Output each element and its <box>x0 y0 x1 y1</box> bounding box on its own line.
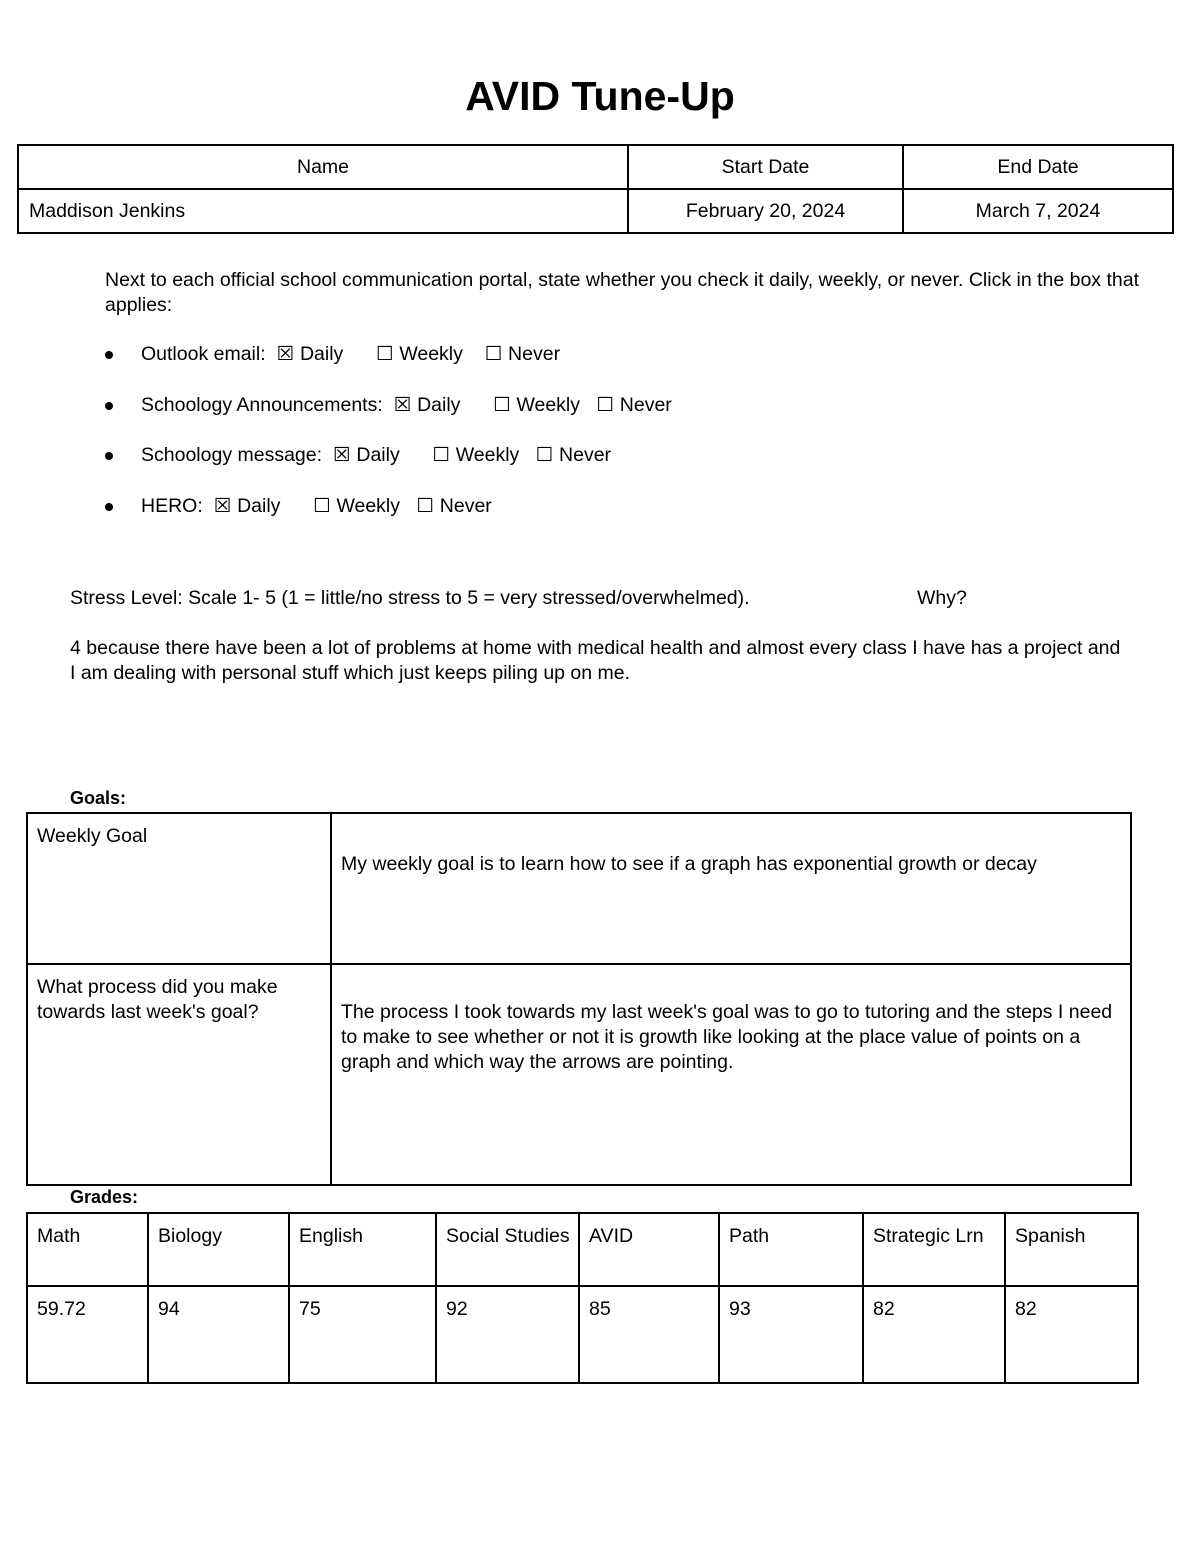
checkbox-checked-icon[interactable]: ☒ <box>393 393 412 416</box>
end-date-field[interactable]: March 7, 2024 <box>903 189 1173 233</box>
never-option[interactable]: ☐ Never <box>416 494 492 517</box>
checkbox-unchecked-icon[interactable]: ☐ <box>375 343 394 365</box>
portal-label: Outlook email: <box>141 343 266 365</box>
portal-outlook-email <box>105 342 561 393</box>
grade-avid[interactable]: 85 <box>579 1286 719 1383</box>
stress-level-prompt: Stress Level: Scale 1- 5 (1 = little/no stress to 5 = very stressed/overwhelmed). <box>70 587 750 609</box>
subject-social-studies: Social Studies <box>436 1213 579 1286</box>
weekly-option[interactable]: ☐ Weekly <box>492 393 581 416</box>
progress-question: What process did you make towards last week's goal? <box>27 964 331 1185</box>
student-info-table <box>17 144 1174 234</box>
weekly-option[interactable]: ☐ Weekly <box>375 343 463 365</box>
subject-biology: Biology <box>148 1213 289 1286</box>
subject-strategic-lrn: Strategic Lrn <box>863 1213 1005 1286</box>
portal-instructions: Next to each official school communication portal, state whether you check it daily, weekly, or never. Click in the box that applies: <box>105 269 1140 316</box>
portal-list <box>105 342 672 544</box>
grades-table <box>26 1212 1139 1384</box>
start-date-field[interactable]: February 20, 2024 <box>628 189 903 233</box>
grade-biology[interactable]: 94 <box>148 1286 289 1383</box>
page-title: AVID Tune-Up <box>465 73 735 119</box>
checkbox-unchecked-icon[interactable]: ☐ <box>484 343 503 365</box>
subject-spanish: Spanish <box>1005 1213 1138 1286</box>
subject-avid: AVID <box>579 1213 719 1286</box>
never-option[interactable]: ☐ Never <box>596 393 672 416</box>
stress-answer-text[interactable]: 4 because there have been a lot of problems at home with medical health and almost every class I have has a project and I am dealing with personal stuff which just keeps piling up on me. <box>70 637 1121 684</box>
checkbox-checked-icon[interactable]: ☒ <box>213 494 232 517</box>
grade-social-studies[interactable]: 92 <box>436 1286 579 1383</box>
end-date-header: End Date <box>903 145 1173 189</box>
grade-spanish[interactable]: 82 <box>1005 1286 1138 1383</box>
checkbox-checked-icon[interactable]: ☒ <box>276 343 294 365</box>
grades-section-label: Grades: <box>70 1187 139 1207</box>
weekly-goal-answer[interactable]: My weekly goal is to learn how to see if a graph has exponential growth or decay <box>331 813 1131 964</box>
checkbox-unchecked-icon[interactable]: ☐ <box>432 444 450 466</box>
start-date-header: Start Date <box>628 145 903 189</box>
progress-answer[interactable]: The process I took towards my last week's goal was to go to tutoring and the steps I need to make to see whether or not it is growth like looking at the place value of points on a graph and which way the arrows are pointing. <box>331 964 1131 1185</box>
checkbox-checked-icon[interactable]: ☒ <box>332 444 351 466</box>
daily-option[interactable]: ☒ Daily <box>213 494 281 517</box>
info-value-row <box>18 189 1173 233</box>
grade-math[interactable]: 59.72 <box>27 1286 148 1383</box>
grades-value-row <box>27 1286 1138 1383</box>
daily-option[interactable]: ☒ Daily <box>332 444 400 466</box>
student-name-field[interactable]: Maddison Jenkins <box>18 189 628 233</box>
never-option[interactable]: ☐ Never <box>535 444 612 466</box>
grade-strategic-lrn[interactable]: 82 <box>863 1286 1005 1383</box>
weekly-option[interactable]: ☐ Weekly <box>432 444 520 466</box>
table-row <box>27 964 1131 1185</box>
grade-english[interactable]: 75 <box>289 1286 436 1383</box>
checkbox-unchecked-icon[interactable]: ☐ <box>492 393 511 416</box>
weekly-goal-question: Weekly Goal <box>27 813 331 964</box>
portal-schoology-message <box>105 443 612 494</box>
checkbox-unchecked-icon[interactable]: ☐ <box>416 494 434 517</box>
portal-schoology-announcements <box>105 393 672 444</box>
grade-path[interactable]: 93 <box>719 1286 863 1383</box>
never-option[interactable]: ☐ Never <box>484 343 561 365</box>
info-header-row <box>18 145 1173 189</box>
name-header: Name <box>18 145 628 189</box>
subject-math: Math <box>27 1213 148 1286</box>
table-row <box>27 813 1131 964</box>
portal-label: Schoology message: <box>141 444 323 466</box>
subject-path: Path <box>719 1213 863 1286</box>
portal-label: Schoology Announcements: <box>141 393 383 416</box>
stress-why-label: Why? <box>917 587 967 609</box>
weekly-option[interactable]: ☐ Weekly <box>312 494 401 517</box>
goals-section-label: Goals: <box>70 788 127 808</box>
portal-hero <box>105 494 492 545</box>
checkbox-unchecked-icon[interactable]: ☐ <box>312 494 331 517</box>
checkbox-unchecked-icon[interactable]: ☐ <box>596 393 614 416</box>
goals-table <box>26 812 1132 1186</box>
subject-english: English <box>289 1213 436 1286</box>
portal-label: HERO: <box>141 494 203 517</box>
daily-option[interactable]: ☒ Daily <box>276 343 344 365</box>
checkbox-unchecked-icon[interactable]: ☐ <box>535 444 554 466</box>
daily-option[interactable]: ☒ Daily <box>393 393 461 416</box>
grades-header-row <box>27 1213 1138 1286</box>
